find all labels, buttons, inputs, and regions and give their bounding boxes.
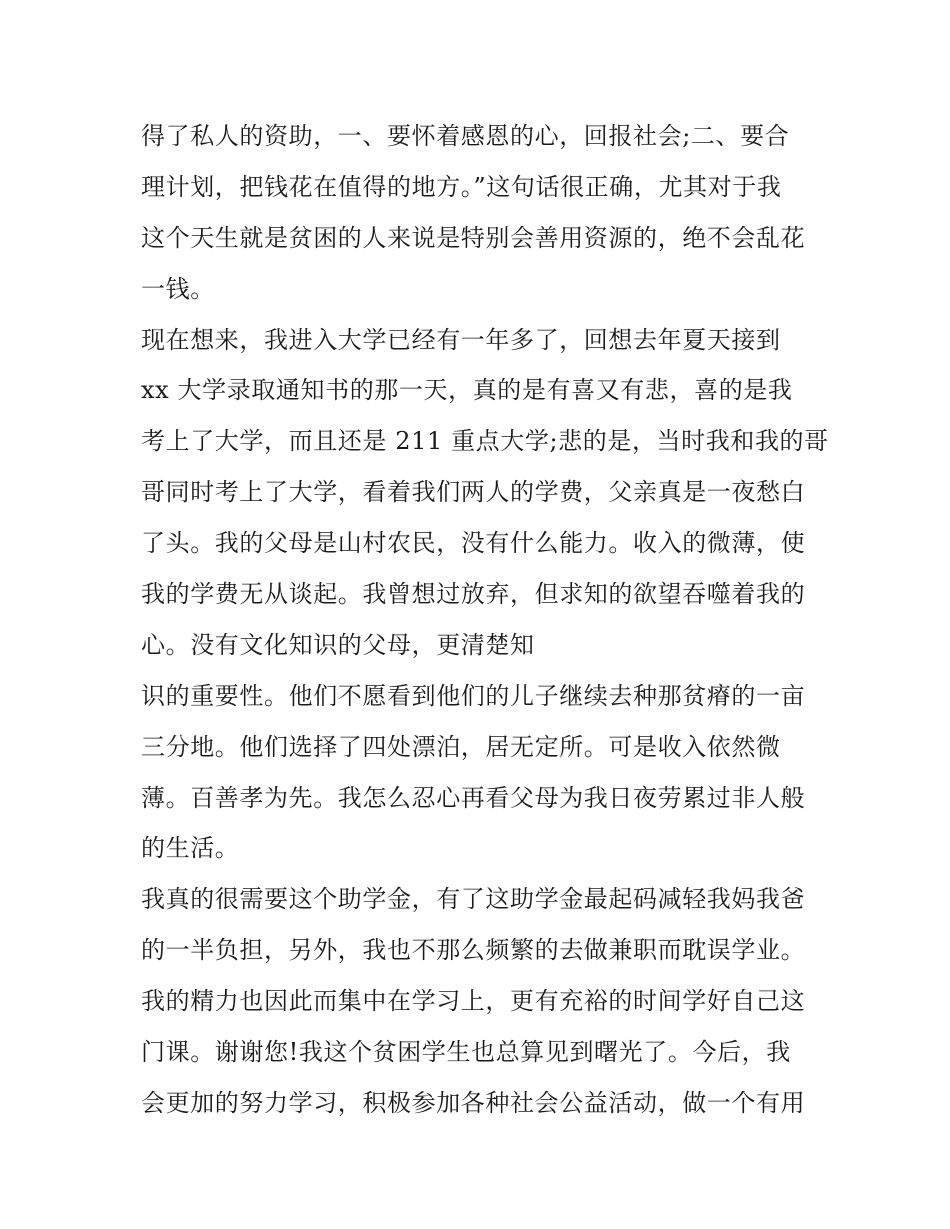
text-line: 识的重要性。他们不愿看到他们的儿子继续去种那贫瘠的一亩	[141, 681, 806, 710]
text-line: 会更加的努力学习，积极参加各种社会公益活动，做一个有用	[141, 1088, 806, 1117]
text-line: 薄。百善孝为先。我怎么忍心再看父母为我日夜劳累过非人般	[141, 783, 806, 812]
text-line: 的一半负担，另外，我也不那么频繁的去做兼职而耽误学业。	[141, 936, 806, 965]
text-line: 心。没有文化知识的父母，更清楚知	[141, 630, 535, 659]
text-line: 我的学费无从谈起。我曾想过放弃，但求知的欲望吞噬着我的	[141, 580, 806, 609]
text-line: 三分地。他们选择了四处漂泊，居无定所。可是收入依然微	[141, 732, 781, 761]
text-line: 我的精力也因此而集中在学习上，更有充裕的时间学好自己这	[141, 987, 806, 1016]
text-line: 我真的很需要这个助学金，有了这助学金最起码减轻我妈我爸	[141, 885, 806, 914]
text-line: 这个天生就是贫困的人来说是特别会善用资源的，绝不会乱花	[141, 223, 806, 252]
text-line: 得了私人的资助，一、要怀着感恩的心，回报社会;二、要合	[141, 122, 790, 150]
text-line: 的生活。	[141, 834, 240, 863]
text-line: 了头。我的父母是山村农民，没有什么能力。收入的微薄，使	[141, 529, 806, 558]
text-line: 哥同时考上了大学，看着我们两人的学费，父亲真是一夜愁白	[141, 478, 806, 507]
text-line: 门课。谢谢您!我这个贫困学生也总算见到曙光了。今后，我	[141, 1038, 791, 1067]
text-line: 一钱。	[141, 274, 215, 303]
text-line: 理计划，把钱花在值得的地方。”这句话很正确，尤其对于我	[141, 172, 782, 201]
document-body	[141, 111, 829, 1129]
text-line: xx 大学录取通知书的那一天，真的是有喜又有悲，喜的是我	[141, 376, 793, 405]
text-line: 现在想来，我进入大学已经有一年多了，回想去年夏天接到	[141, 325, 781, 354]
text-line: 考上了大学，而且还是 211 重点大学;悲的是，当时我和我的哥	[141, 427, 829, 456]
